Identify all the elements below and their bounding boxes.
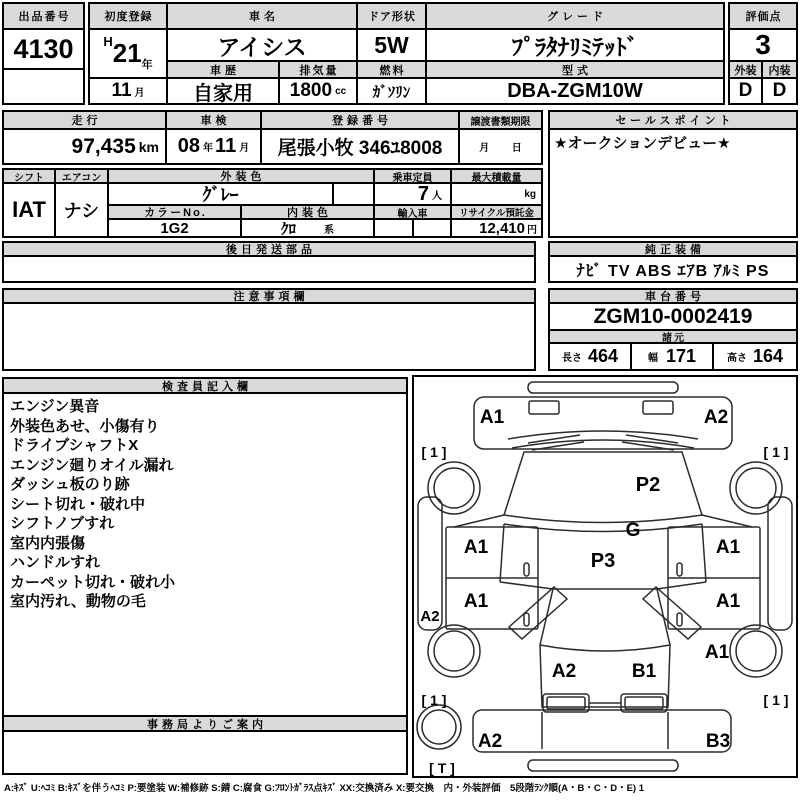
first-reg-label: 初度登録 bbox=[90, 4, 168, 30]
capacity-label: 乗車定員 bbox=[375, 170, 452, 184]
label-front-right: A2 bbox=[703, 407, 729, 428]
grade-label: グレード bbox=[427, 4, 723, 30]
fuel-label: 燃料 bbox=[358, 62, 427, 79]
inspector-box bbox=[2, 377, 408, 775]
inspector-title: 検査員記入欄 bbox=[4, 379, 406, 394]
damage-diagram-box bbox=[412, 375, 798, 778]
door-value: 5W bbox=[358, 30, 427, 62]
displacement-label: 排気量 bbox=[280, 62, 358, 79]
recycle-cell bbox=[452, 220, 541, 236]
car-outline bbox=[417, 382, 792, 771]
auction-no-value: 4130 bbox=[4, 30, 83, 70]
label-roof: P3 bbox=[590, 550, 616, 572]
car-name-value: アイシス bbox=[168, 30, 358, 62]
recycle-label: リサイクル預託金 bbox=[452, 206, 541, 220]
mileage-row-box bbox=[2, 110, 543, 165]
vehicle-header-box bbox=[88, 2, 725, 105]
first-reg-year-unit: 年 bbox=[141, 59, 153, 71]
history-value: 自家用 bbox=[168, 79, 280, 103]
caution-label: 注意事項欄 bbox=[4, 290, 534, 304]
fuel-value: ｶﾞｿﾘﾝ bbox=[358, 79, 427, 103]
equipment-value: ﾅﾋﾞ TV ABS ｴｱB ｱﾙﾐ PS bbox=[576, 262, 770, 280]
ext-color-value: ｸﾞﾚｰ bbox=[109, 184, 334, 206]
score-value: 3 bbox=[730, 30, 796, 62]
capacity-cell bbox=[375, 184, 452, 206]
model-code-label: 型式 bbox=[427, 62, 723, 79]
inspector-note: 室内汚れ、動物の毛 bbox=[10, 593, 146, 610]
color-row-box bbox=[2, 168, 543, 238]
aircon-value: ナシ bbox=[56, 184, 109, 236]
label-wheel-mark-rl: [ 1 ] bbox=[421, 692, 447, 708]
interior-label: 内装 bbox=[763, 62, 796, 79]
label-wheel-mark-rr: [ 1 ] bbox=[763, 692, 789, 708]
recycle-unit: 円 bbox=[527, 224, 537, 236]
sales-point-label: セールスポイント bbox=[550, 112, 796, 130]
sales-point-value: ★オークションデビュー★ bbox=[554, 134, 731, 152]
footer-legend: A:ｷｽﾞ U:ﾍｺﾐ B:ｷｽﾞを伴うﾍｺﾐ P:要塗装 W:補修跡 S:錆 C:腐食 G:ﾌﾛﾝﾄｶﾞﾗｽ点ｷｽﾞ XX:交換済み X:要交換 内・外装評価 5段階ﾗﾝｸ順(A・B・C・D・E) 1 bbox=[4, 783, 645, 794]
spec-width-cell bbox=[632, 344, 714, 369]
label-door-front-left: A1 bbox=[463, 537, 489, 558]
reg-no-label: 登録番号 bbox=[262, 112, 460, 130]
first-reg-month-unit: 月 bbox=[134, 87, 145, 99]
inspector-note: シート切れ・破れ中 bbox=[10, 495, 146, 513]
diagram-labels bbox=[420, 407, 788, 776]
label-door-front-right: A1 bbox=[715, 537, 741, 558]
inspector-note: ドライブシャフトX bbox=[10, 437, 139, 454]
width-value: 171 bbox=[665, 346, 697, 366]
equipment-label: 純正装備 bbox=[550, 243, 796, 257]
label-spare: [ T ] bbox=[429, 760, 455, 776]
aircon-label: エアコン bbox=[56, 170, 109, 184]
sales-point-box bbox=[548, 110, 798, 238]
inspection-cell bbox=[167, 130, 262, 163]
int-color-label: 内装色 bbox=[242, 206, 375, 220]
score-box bbox=[728, 2, 798, 105]
chassis-label: 車台番号 bbox=[550, 290, 796, 304]
first-reg-year: 21 bbox=[112, 38, 142, 68]
mileage-cell bbox=[4, 130, 167, 163]
color-no-value: 1G2 bbox=[109, 220, 242, 236]
inspector-notes bbox=[4, 394, 406, 715]
car-diagram bbox=[414, 377, 796, 776]
history-label: 車歴 bbox=[168, 62, 280, 79]
displacement-unit: cc bbox=[335, 85, 347, 97]
inspector-note: エンジン異音 bbox=[10, 398, 100, 415]
displacement-value: 1800 bbox=[289, 80, 333, 101]
displacement-cell bbox=[280, 79, 358, 103]
max-load-label: 最大積載量 bbox=[452, 170, 541, 184]
later-parts-empty bbox=[4, 257, 534, 281]
later-parts-box bbox=[2, 241, 536, 283]
later-parts-label: 後日発送部品 bbox=[4, 243, 534, 257]
ext-color-label: 外装色 bbox=[109, 170, 375, 184]
height-value: 164 bbox=[752, 346, 784, 366]
inspection-year: 08 bbox=[177, 135, 201, 157]
height-label: 高さ bbox=[726, 353, 747, 364]
capacity-value: 7 bbox=[417, 182, 429, 205]
max-load-unit: kg bbox=[524, 188, 536, 200]
score-label: 評価点 bbox=[730, 4, 796, 30]
import-label: 輸入車 bbox=[375, 206, 452, 220]
recycle-fee: 12,410 bbox=[479, 219, 525, 237]
chassis-value: ZGM10-0002419 bbox=[550, 304, 796, 331]
label-bumper-right: B3 bbox=[705, 731, 731, 752]
inspection-label: 車検 bbox=[167, 112, 262, 130]
equipment-box bbox=[548, 241, 798, 283]
car-name-label: 車名 bbox=[168, 4, 358, 30]
shift-label: シフト bbox=[4, 170, 56, 184]
capacity-unit: 人 bbox=[432, 190, 442, 202]
width-label: 幅 bbox=[647, 353, 658, 364]
first-reg-month-cell bbox=[90, 79, 168, 103]
office-empty bbox=[4, 732, 406, 773]
mileage-label: 走行 bbox=[4, 112, 167, 130]
int-color-value: ｸﾛ bbox=[280, 220, 296, 238]
import-empty-cell-2 bbox=[414, 220, 452, 236]
auction-no-empty-cell bbox=[4, 70, 83, 103]
inspection-month-unit: 月 bbox=[239, 143, 250, 154]
label-wheel-mark-fr: [ 1 ] bbox=[763, 444, 789, 460]
import-empty-cell-1 bbox=[375, 220, 414, 236]
color-no-label: カラーNo. bbox=[109, 206, 242, 220]
reg-no-value: 尾張小牧 346ﾕ8008 bbox=[262, 130, 460, 163]
first-reg-month: 11 bbox=[111, 80, 132, 101]
spec-length-cell bbox=[550, 344, 632, 369]
transfer-docs-cell bbox=[460, 130, 541, 163]
inspector-note: シフトノブすれ bbox=[10, 515, 115, 532]
door-label: ドア形状 bbox=[358, 4, 427, 30]
label-hood: P2 bbox=[635, 474, 661, 496]
inspector-note: 外装色あせ、小傷有り bbox=[10, 417, 160, 435]
label-fender-rear-right: A1 bbox=[704, 642, 730, 663]
auction-no-box bbox=[2, 2, 85, 105]
inspector-note: ハンドルすれ bbox=[10, 554, 101, 571]
mileage-value: 97,435 bbox=[71, 134, 136, 158]
int-color-cell bbox=[242, 220, 375, 236]
max-load-cell bbox=[452, 184, 541, 206]
first-reg-era: H bbox=[103, 34, 113, 49]
label-door-rear-right: A1 bbox=[715, 591, 741, 612]
mileage-unit: km bbox=[138, 138, 159, 155]
inspection-month: 11 bbox=[215, 135, 237, 157]
label-door-rear-left: A1 bbox=[463, 591, 489, 612]
label-tailgate-right: B1 bbox=[631, 661, 657, 682]
label-front-left: A1 bbox=[479, 407, 505, 428]
label-tailgate-left: A2 bbox=[551, 661, 577, 682]
ext-color-empty-cell bbox=[334, 184, 375, 206]
length-value: 464 bbox=[587, 346, 619, 366]
label-cowl: G bbox=[625, 520, 641, 541]
office-title: 事務局よりご案内 bbox=[4, 715, 406, 732]
chassis-box bbox=[548, 288, 798, 371]
transfer-month-label: 月 bbox=[479, 143, 490, 154]
first-reg-year-cell bbox=[90, 30, 168, 79]
model-code-value: DBA-ZGM10W bbox=[507, 79, 643, 102]
inspection-year-unit: 年 bbox=[203, 143, 214, 154]
inspector-note: 室内内張傷 bbox=[10, 534, 86, 552]
inspector-note: ダッシュ板のり跡 bbox=[10, 476, 130, 493]
transfer-day-label: 日 bbox=[511, 143, 522, 154]
exterior-label: 外装 bbox=[730, 62, 763, 79]
label-sill-left: A2 bbox=[420, 608, 440, 625]
length-label: 長さ bbox=[561, 353, 582, 364]
transfer-docs-label: 譲渡書類期限 bbox=[460, 112, 541, 130]
inspector-note: エンジン廻りオイル漏れ bbox=[10, 456, 174, 474]
specs-label: 諸元 bbox=[550, 331, 796, 344]
label-bumper-left: A2 bbox=[477, 731, 503, 752]
caution-box bbox=[2, 288, 536, 371]
grade-value: ﾌﾟﾗﾀﾅﾘﾐﾃｯﾄﾞ bbox=[427, 30, 723, 62]
caution-empty bbox=[4, 304, 534, 369]
int-color-suffix: 系 bbox=[324, 224, 334, 236]
spec-height-cell bbox=[714, 344, 796, 369]
auction-no-label: 出品番号 bbox=[4, 4, 83, 30]
interior-grade: D bbox=[772, 80, 787, 101]
shift-value: IAT bbox=[4, 184, 56, 236]
label-wheel-mark-fl: [ 1 ] bbox=[421, 444, 447, 460]
inspector-note: カーペット切れ・破れ小 bbox=[10, 573, 176, 591]
exterior-grade: D bbox=[730, 79, 763, 103]
